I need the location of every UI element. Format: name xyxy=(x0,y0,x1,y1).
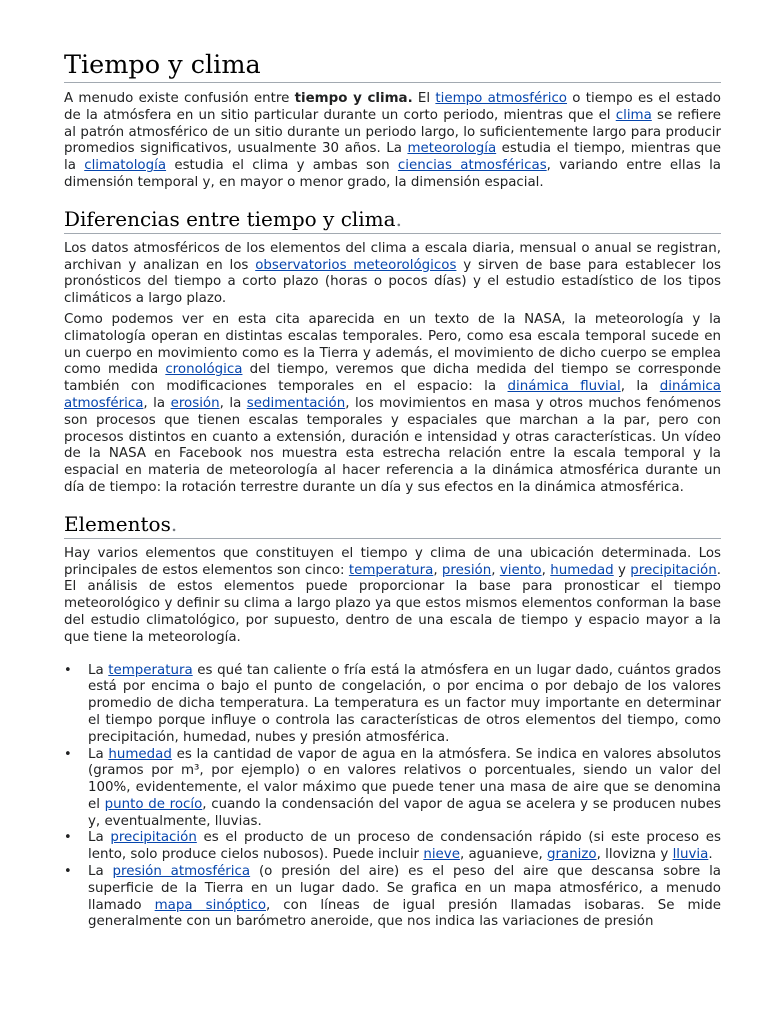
diferencias-paragraph-2 xyxy=(64,312,721,497)
link-ciencias-atmosfericas[interactable]: ciencias atmosféricas xyxy=(397,158,547,174)
bullet-icon: • xyxy=(64,662,72,678)
text: La xyxy=(88,864,113,880)
intro-paragraph xyxy=(64,91,721,192)
text: , los movimientos en masa y otros muchos fenómenos son procesos que tienen escalas temporales y espaciales que marchan a la par, pero con procesos distintos en cuanto a extensión, duración e intensidad y otras características. Un vídeo de la NASA en Facebook nos muestra esta estrecha relación entre la escala temporal y la espacial en materia de meteorología al hacer referencia a la dinámica atmosférica durante un día de tiempo: la rotación terrestre durante un día y sus efectos en la dinámica atmosférica. xyxy=(64,395,722,495)
link-nieve[interactable]: nieve xyxy=(423,847,460,863)
separator: , xyxy=(541,562,551,578)
link-humedad[interactable]: humedad xyxy=(550,562,614,578)
link-observatorios-meteorologicos[interactable]: observatorios meteorológicos xyxy=(255,257,457,273)
bullet-icon: • xyxy=(64,746,72,762)
link-mapa-sinoptico[interactable]: mapa sinóptico xyxy=(154,897,267,913)
text: , llovizna y xyxy=(596,847,673,863)
list-item-presion xyxy=(64,864,721,931)
text: . xyxy=(708,847,713,863)
text: estudia el clima y ambas son xyxy=(166,158,398,174)
link-clima[interactable]: clima xyxy=(615,107,652,123)
link-erosion[interactable]: erosión xyxy=(170,395,220,411)
text: es el producto de un proceso de condensación rápido (si este proceso es lento, solo produce cielos nubosos). Puede incluir xyxy=(88,830,721,863)
text: o tiempo es el estado de la atmósfera en un sitio particular durante un corto periodo, mientras que el xyxy=(64,91,722,123)
list-item-precipitacion xyxy=(64,830,721,864)
section-heading-elementos xyxy=(64,511,721,539)
text: , aguanieve, xyxy=(459,847,547,863)
text: es la cantidad de vapor de agua en la atmósfera. Se indica en valores absolutos (gramos por m³, por ejemplo) o en valores relativos o porcentuales, siendo un valor del 100%, evidentemente, el valor máximo que puede tener una masa de aire que se denomina el xyxy=(88,746,721,812)
heading-dot: . xyxy=(170,511,178,536)
text: El xyxy=(412,91,436,106)
diferencias-paragraph-1 xyxy=(64,241,721,308)
list-item-humedad xyxy=(64,747,721,831)
heading-text: Diferencias entre tiempo y clima xyxy=(64,206,396,231)
text: y sirven de base para establecer los pronósticos del tiempo a corto plazo (horas o pocos días) y el estudio estadístico de los tipos climáticos a largo plazo. xyxy=(64,257,721,307)
text: (o presión del aire) es el peso del aire que descansa sobre la superficie de la Tierra en un lugar dado. Se grafica en un mapa atmosférico, a menudo llamado xyxy=(88,864,721,913)
link-punto-de-rocio[interactable]: punto de rocío xyxy=(104,796,203,812)
page-title: Tiempo y clima xyxy=(64,50,721,83)
link-temperatura[interactable]: temperatura xyxy=(348,562,434,578)
link-dinamica-fluvial[interactable]: dinámica fluvial xyxy=(507,379,621,395)
link-presion-atmosferica[interactable]: presión atmosférica xyxy=(112,864,251,880)
link-temperatura[interactable]: temperatura xyxy=(108,662,193,678)
bullet-icon: • xyxy=(64,864,72,880)
link-granizo[interactable]: granizo xyxy=(546,847,597,863)
link-humedad[interactable]: humedad xyxy=(108,746,172,762)
link-precipitacion[interactable]: precipitación xyxy=(110,830,197,846)
link-viento[interactable]: viento xyxy=(499,562,542,578)
text: , cuando la condensación del vapor de agua se acelera y se producen nubes y, eventualmente, lluvias. xyxy=(88,796,721,829)
link-lluvia[interactable]: lluvia xyxy=(672,847,709,863)
text: . El análisis de estos elementos puede proporcionar la base para pronosticar el tiempo meteorológico y definir su clima a largo plazo ya que estos mismos elementos conforman la base del estudio climatológico, por supuesto, dentro de una escala de tiempo y espacio mayor a la que tiene la meteorología. xyxy=(64,562,721,645)
link-precipitacion[interactable]: precipitación xyxy=(630,562,717,578)
separator: , xyxy=(491,562,500,578)
link-meteorologia[interactable]: meteorología xyxy=(407,141,497,157)
text: La xyxy=(88,830,111,846)
elementos-paragraph xyxy=(64,546,721,647)
text: estudia el tiempo, mientras que la xyxy=(64,141,721,174)
text: , variando entre ellas la dimensión temporal y, en mayor o menor grado, la dimensión espacial. xyxy=(64,158,721,190)
link-presion[interactable]: presión xyxy=(441,562,492,578)
text: , la xyxy=(620,379,660,395)
text: , con líneas de igual presión llamadas isobaras. Se mide generalmente con un barómetro aneroide, que nos indica las variaciones de presión xyxy=(88,897,721,930)
text: es qué tan caliente o fría está la atmósfera en un lugar dado, cuántos grados está por encima o bajo el punto de congelación, o por encima o por debajo de los valores promedio de dicha temperatura. La temperatura es un factor muy importante en determinar el tiempo porque influye o controla las características de otros elementos del tiempo, como precipitación, humedad, nubes y presión atmosférica. xyxy=(88,662,721,745)
link-dinamica-atmosferica[interactable]: dinámica atmosférica xyxy=(64,379,721,411)
bullet-icon: • xyxy=(64,830,72,846)
link-cronologica[interactable]: cronológica xyxy=(165,362,243,378)
text: , la xyxy=(143,395,171,411)
link-sedimentacion[interactable]: sedimentación xyxy=(246,395,346,411)
heading-dot: . xyxy=(395,206,402,231)
article xyxy=(64,50,721,931)
bold-text: tiempo y clima. xyxy=(294,91,413,106)
text: Como podemos ver en esta cita aparecida en un texto de la NASA, la meteorología y la climatología operan en distintas escalas temporales. Pero, como esa escala temporal sucede en un cuerpo en movimiento como es la Tierra y además, el movimiento de dicho cuerpo se emplea como medida xyxy=(64,311,721,378)
elements-list xyxy=(64,663,721,932)
text: La xyxy=(88,662,109,678)
text: A menudo existe confusión entre xyxy=(64,91,295,106)
text: del tiempo, veremos que dicha medida del tiempo se corresponde también con modificaciones temporales en el espacio: la xyxy=(64,362,721,395)
text: , la xyxy=(219,395,247,411)
text: Los datos atmosféricos de los elementos del clima a escala diaria, mensual o anual se registran, archivan y analizan en los xyxy=(64,240,721,273)
separator: y xyxy=(613,562,631,578)
heading-text: Elementos xyxy=(64,511,171,536)
list-item-temperatura xyxy=(64,663,721,747)
section-heading-diferencias xyxy=(64,206,721,234)
link-tiempo-atmosferico[interactable]: tiempo atmosférico xyxy=(435,91,568,106)
link-climatologia[interactable]: climatología xyxy=(84,158,167,174)
text: se refiere al patrón atmosférico de un sitio durante un periodo largo, lo suficientemente largo para producir promedios significativos, usualmente 30 años. La xyxy=(64,107,721,157)
text: Hay varios elementos que constituyen el tiempo y clima de una ubicación determinada. Los principales de estos elementos son cinco: xyxy=(64,545,721,578)
text: La xyxy=(88,746,109,762)
separator: , xyxy=(433,562,442,578)
